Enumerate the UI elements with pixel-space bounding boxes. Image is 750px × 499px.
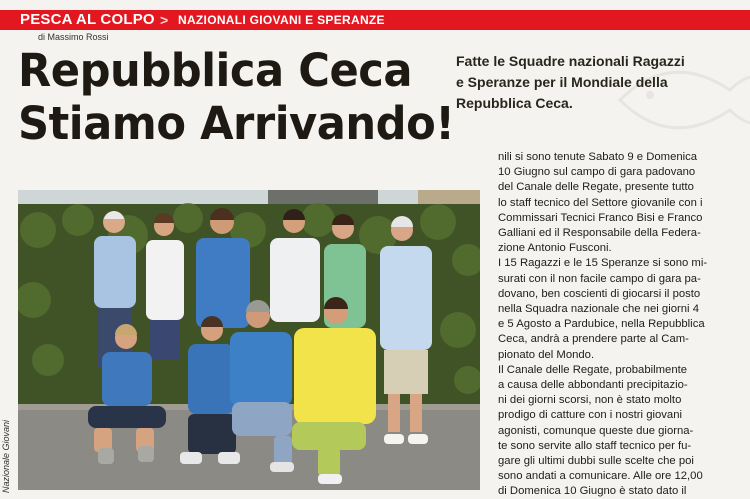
body-line: Galliani ed il Responsabile della Federa- — [498, 227, 701, 240]
body-line: agonisti, comunque queste due giorna- — [498, 424, 694, 437]
body-line: I 15 Ragazzi e le 15 Speranze si sono mi- — [498, 257, 708, 270]
photo-side-caption: Nazionale Giovani — [1, 419, 11, 493]
headline-line-2: Stiamo Arrivando! — [18, 97, 455, 150]
body-line: pionato del Mondo. — [498, 348, 595, 361]
body-line: Il Canale delle Regate, probabilmente — [498, 363, 688, 376]
body-line: Ceca, andrà a prendere parte al Cam- — [498, 333, 689, 346]
body-line: nili si sono tenute Sabato 9 e Domenica — [498, 151, 698, 163]
body-line: gare gli ultimi dubbi sulle scelte che poi — [498, 455, 694, 468]
body-line: a causa delle abbondanti precipitazio- — [498, 379, 688, 392]
body-line: prodigo di catture con i nostri giovani — [498, 409, 682, 422]
deck-line-2: e Speranze per il Mondiale della — [456, 74, 668, 90]
section-banner — [0, 10, 750, 30]
body-line: Commissari Tecnici Franco Bisi e Franco — [498, 211, 703, 224]
section-title: PESCA AL COLPO — [20, 11, 155, 28]
body-line: te sono servite allo staff tecnico per fu- — [498, 439, 692, 452]
subsection-title: NAZIONALI GIOVANI E SPERANZE — [178, 13, 385, 27]
article-deck — [456, 51, 741, 114]
body-line: ni dei giorni scorsi, non è stato molto — [498, 394, 682, 407]
body-line: sono andati a comunicare. Alle ore 12,00 — [498, 470, 703, 483]
team-photo — [18, 190, 480, 490]
body-line: del Canale delle Regate, presente tutto — [498, 181, 694, 194]
body-line: 10 Giugno sul campo di gara padovano — [498, 166, 696, 179]
article-body — [498, 150, 730, 499]
body-line: lo staff tecnico del Settore giovanile con i — [498, 196, 703, 209]
deck-line-1: Fatte le Squadre nazionali Ragazzi — [456, 53, 685, 69]
body-line: surati con il non facile campo di gara pa- — [498, 272, 701, 285]
headline-line-1: Repubblica Ceca — [18, 44, 413, 97]
body-line: zione Antonio Fusconi. — [498, 242, 612, 255]
body-line: di Domenica 10 Giugno è stato dato il — [498, 485, 687, 498]
body-line: nella Squadra nazionale che nei giorni 4 — [498, 303, 699, 316]
body-line: dovano, ben coscienti di giocarsi il posto — [498, 287, 701, 300]
breadcrumb-separator: > — [160, 12, 169, 28]
body-line: e 5 Agosto a Pardubice, nella Repubblica — [498, 318, 705, 331]
author-byline: di Massimo Rossi — [38, 32, 109, 42]
team-photo-illustration — [18, 190, 480, 490]
deck-line-3: Repubblica Ceca. — [456, 95, 573, 111]
article-headline — [18, 44, 455, 150]
